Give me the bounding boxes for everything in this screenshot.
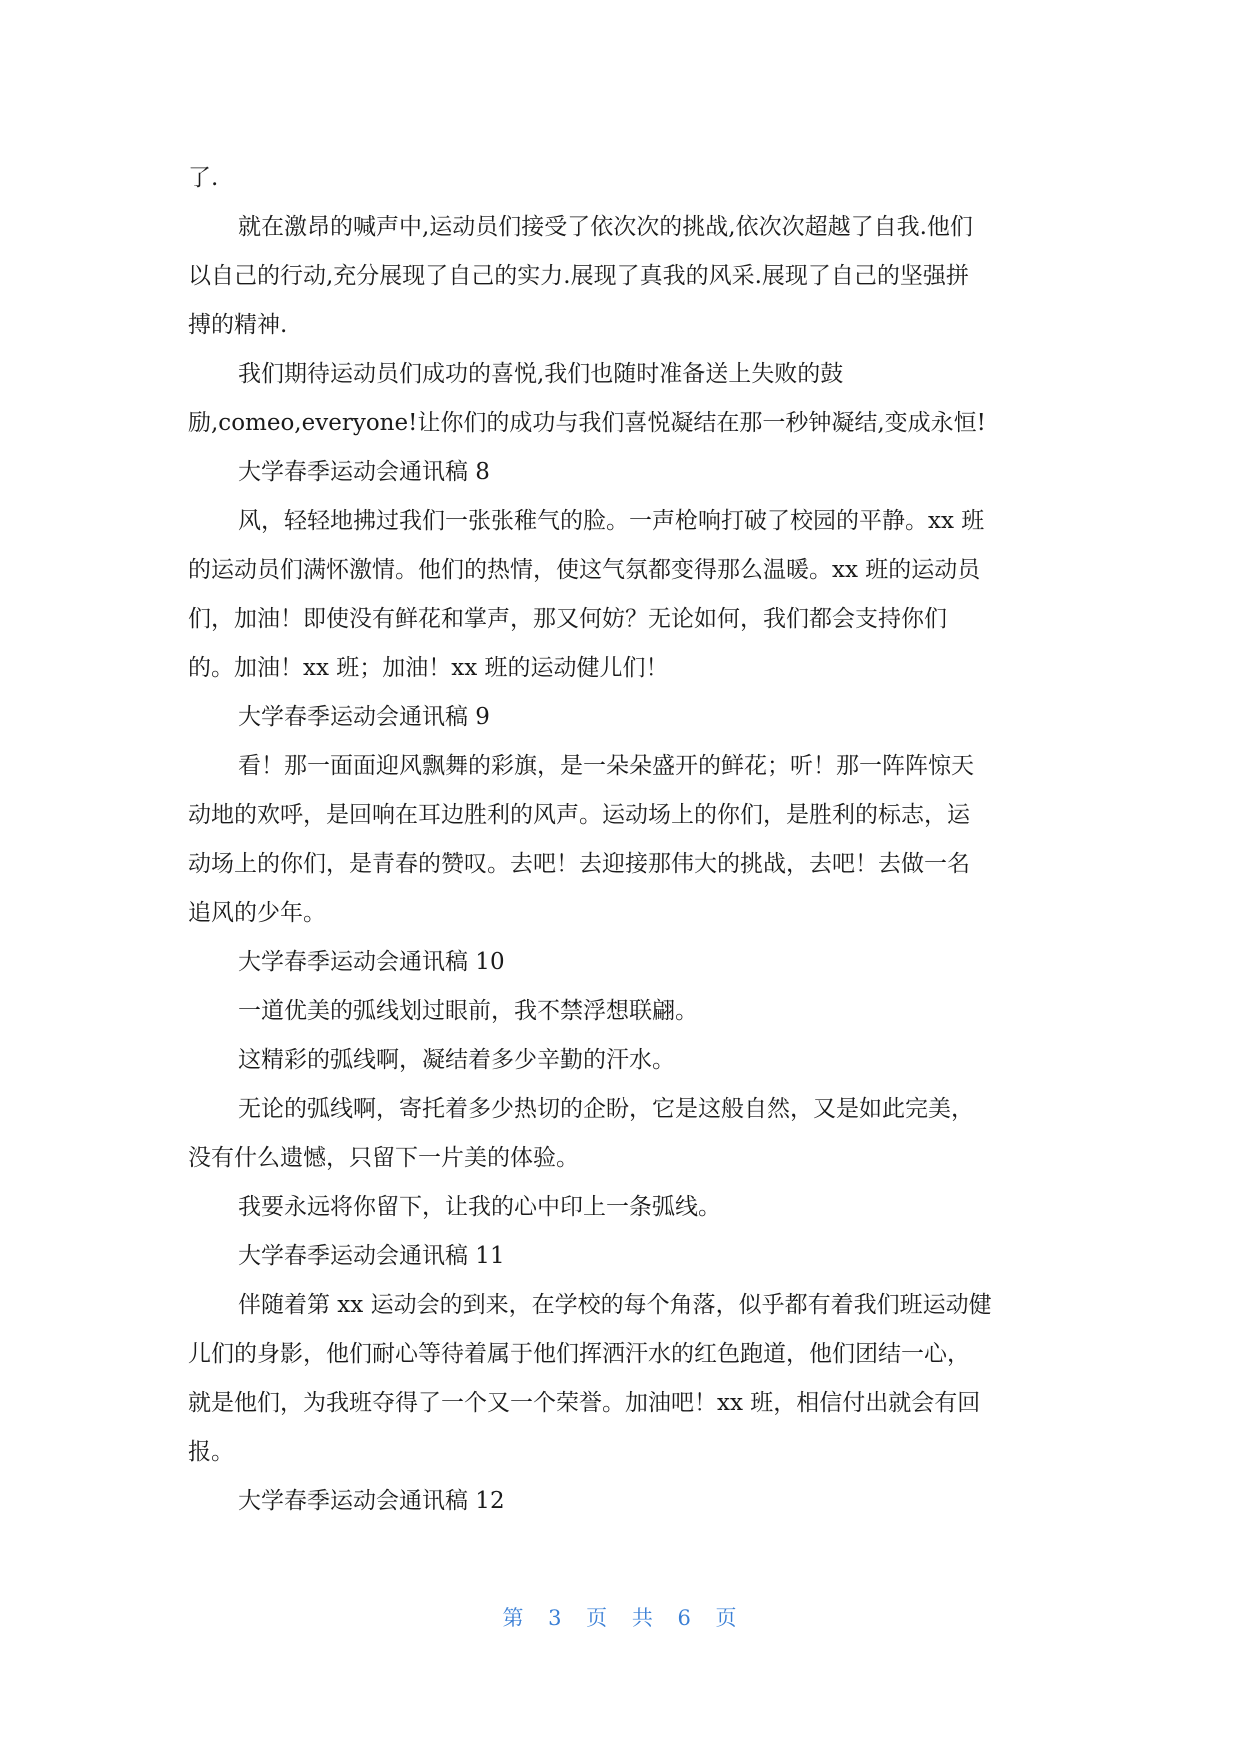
text-line: 了. (188, 165, 219, 191)
section-heading: 大学春季运动会通讯稿 9 (238, 704, 490, 730)
text-line: 们，加油！即使没有鲜花和掌声，那又何妨？无论如何，我们都会支持你们 (188, 606, 947, 632)
text-line: 我们期待运动员们成功的喜悦,我们也随时准备送上失败的鼓 (238, 361, 844, 387)
text-line: 风，轻轻地拂过我们一张张稚气的脸。一声枪响打破了校园的平静。xx 班 (238, 508, 985, 534)
text-line: 我要永远将你留下，让我的心中印上一条弧线。 (238, 1194, 721, 1220)
section-heading: 大学春季运动会通讯稿 8 (238, 459, 490, 485)
text-line: 无论的弧线啊，寄托着多少热切的企盼，它是这般自然，又是如此完美， (238, 1096, 974, 1122)
text-line: 一道优美的弧线划过眼前，我不禁浮想联翩。 (238, 998, 698, 1024)
text-line: 儿们的身影，他们耐心等待着属于他们挥洒汗水的红色跑道，他们团结一心， (188, 1341, 970, 1367)
text-line: 没有什么遗憾，只留下一片美的体验。 (188, 1145, 579, 1171)
text-line: 看！那一面面迎风飘舞的彩旗，是一朵朵盛开的鲜花；听！那一阵阵惊天 (238, 753, 974, 779)
text-line: 励,comeo,everyone!让你们的成功与我们喜悦凝结在那一秒钟凝结,变成永恒! (188, 410, 986, 436)
text-line: 动场上的你们，是青春的赞叹。去吧！去迎接那伟大的挑战，去吧！去做一名 (188, 851, 970, 877)
text-line: 这精彩的弧线啊，凝结着多少辛勤的汗水。 (238, 1047, 675, 1073)
text-line: 伴随着第 xx 运动会的到来，在学校的每个角落，似乎都有着我们班运动健 (238, 1292, 992, 1318)
text-line: 的运动员们满怀激情。他们的热情，使这气氛都变得那么温暖。xx 班的运动员 (188, 557, 981, 583)
text-line: 追风的少年。 (188, 900, 326, 926)
text-line: 的。加油！xx 班；加油！xx 班的运动健儿们！ (188, 655, 669, 681)
page-footer: 第 3 页 共 6 页 (502, 1606, 739, 1630)
section-heading: 大学春季运动会通讯稿 11 (238, 1243, 505, 1269)
document-body (188, 154, 1058, 1526)
text-line: 搏的精神. (188, 312, 288, 338)
text-line: 就是他们，为我班夺得了一个又一个荣誉。加油吧！xx 班，相信付出就会有回 (188, 1390, 981, 1416)
text-line: 就在激昂的喊声中,运动员们接受了依次次的挑战,依次次超越了自我.他们 (238, 214, 973, 240)
text-line: 以自己的行动,充分展现了自己的实力.展现了真我的风采.展现了自己的坚强拼 (188, 263, 969, 289)
text-line: 动地的欢呼，是回响在耳边胜利的风声。运动场上的你们，是胜利的标志，运 (188, 802, 970, 828)
section-heading: 大学春季运动会通讯稿 10 (238, 949, 505, 975)
text-line: 报。 (188, 1439, 234, 1465)
section-heading: 大学春季运动会通讯稿 12 (238, 1488, 505, 1514)
